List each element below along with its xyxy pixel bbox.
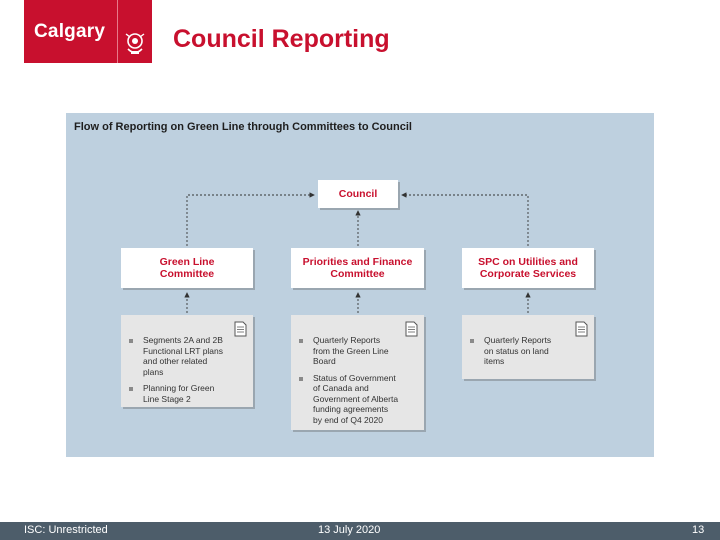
note-item: Status of Government of Canada and Government of Alberta funding agreements by end of Q4 2020 (291, 373, 399, 426)
council-label: Council (338, 188, 378, 200)
committee-label: Priorities and Finance Committee (302, 256, 413, 280)
note-item: Quarterly Reports on status on land items (462, 335, 562, 367)
committee-box-priorities-finance (291, 248, 424, 288)
page-title: Council Reporting (173, 25, 390, 53)
calgary-logo (24, 0, 152, 63)
committee-box-green-line (121, 248, 253, 288)
logo-wordmark: Calgary (34, 20, 106, 42)
committee-label: Green Line Committee (159, 256, 215, 280)
logo-divider (117, 0, 118, 63)
committee-label: SPC on Utilities and Corporate Services (478, 256, 578, 280)
page-number: 13 (692, 524, 705, 536)
footer-bar (0, 522, 720, 540)
footer-date: 13 July 2020 (318, 524, 381, 536)
note-item: Segments 2A and 2B Functional LRT plans and other related plans (121, 335, 229, 377)
document-icon (405, 321, 418, 337)
note-item: Quarterly Reports from the Green Line Board (291, 335, 399, 367)
document-icon (234, 321, 247, 337)
document-icon (575, 321, 588, 337)
city-crest-icon (122, 30, 148, 58)
council-box (318, 180, 398, 208)
committee-box-spc-utilities (462, 248, 594, 288)
footer-classification: ISC: Unrestricted (24, 524, 108, 536)
note-box-green-line (121, 315, 253, 407)
note-item: Planning for Green Line Stage 2 (121, 383, 229, 404)
connector-spc-to-council (402, 195, 528, 246)
note-box-priorities-finance (291, 315, 424, 430)
diagram-heading: Flow of Reporting on Green Line through Committees to Council (74, 121, 412, 133)
connector-green-line-to-council (187, 195, 314, 246)
reporting-flow-diagram (66, 113, 654, 457)
note-box-spc-utilities (462, 315, 594, 379)
